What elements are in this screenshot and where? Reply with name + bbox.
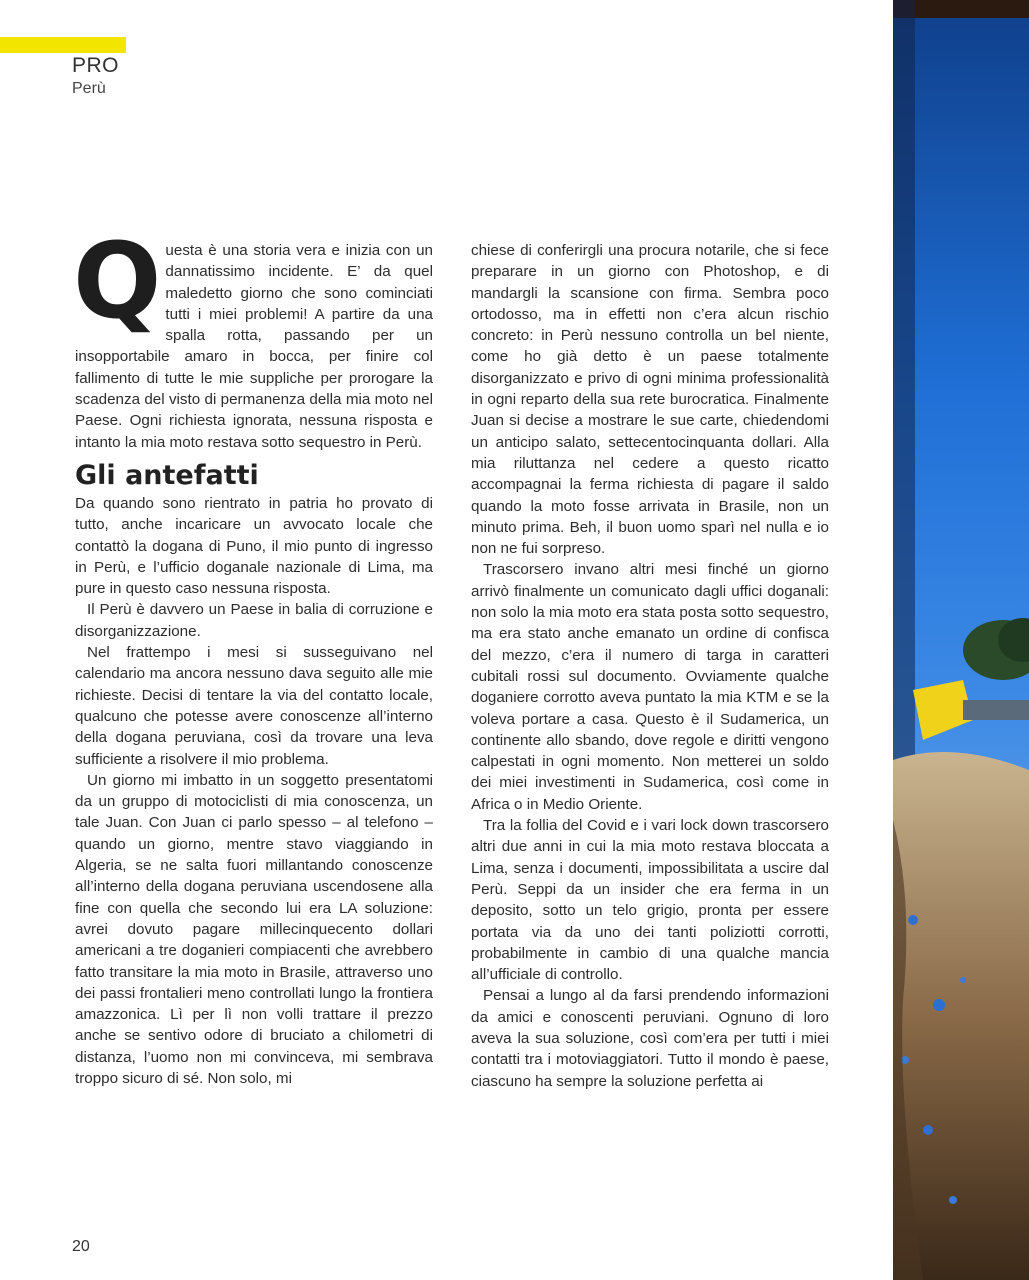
motorcycle-photo xyxy=(893,0,1029,1280)
paragraph: Un giorno mi imbatto in un soggetto presentatomi da un gruppo di motociclisti di mia conoscenza, un tale Juan. Con Juan ci parlo spesso – al telefono – quando un giorno, mentre stavo viaggiando in Algeria, se ne salta fuori millantando conoscenze all’interno della dogana peruviana uscendosene alla fine con quella che secondo lui era LA soluzione: avrei dovuto pagare millecinquecento dollari americani a tre doganieri compiacenti che avrebbero fatto transitare la mia moto in Brasile, attraverso uno dei passi frontalieri meno controllati lungo la frontiera amazzonica. Lì per lì non volli trattare il prezzo anche se sentivo odore di bruciato a chilometri di distanza, l’uomo non mi convinceva, mi sembrava troppo sicuro di sé. Non solo, mi xyxy=(75,771,433,1087)
paragraph: Nel frattempo i mesi si susseguivano nel calendario ma ancora nessuno dava seguito alle mie richieste. Decisi di tentare la via del contatto locale, qualcuno che potesse avere conoscenze all’interno della dogana peruviana, così da trovare una leva sufficiente a risolvere il mio problema. xyxy=(75,644,433,768)
intro-paragraph: uesta è una storia vera e inizia con un dannatissimo incidente. E’ da quel maledetto giorno che sono cominciati tutti i miei problemi! A partire da una spalla rotta, passando per un insopportabile amaro in bocca, per finire col fallimento di tutte le mie suppliche per prorogare la scadenza del visto di permanenza della mia moto nel Paese. Ogni richiesta ignorata, nessuna risposta e intanto la mia moto restava sotto sequestro in Perù. xyxy=(75,242,433,451)
paragraph: Pensai a lungo al da farsi prendendo informazioni da amici e conoscenti peruviani. Ognuno di loro aveva la sua soluzione, così com’era per tutti i miei contatti tra i motoviaggiatori. Tutto il mondo è paese, ciascuno ha sempre la soluzione perfetta ai xyxy=(471,987,829,1090)
article-column-left xyxy=(73,220,433,1089)
section-heading: Gli antefatti xyxy=(75,459,259,491)
paragraph: Da quando sono rientrato in patria ho provato di tutto, anche incaricare un avvocato locale che contattò la dogana di Puno, il mio punto di ingresso in Perù, e l’ufficio doganale nazionale di Lima, ma pure in questo caso nessuna risposta. xyxy=(75,494,433,598)
paragraph: Trascorsero invano altri mesi finché un giorno arrivò finalmente un comunicato dagli uffici doganali: non solo la mia moto era stata posta sotto sequestro, ma era stato anche emanato un ordine di confisca del mezzo, c’era il numero di targa in caratteri cubitali rossi sul documento. Ovviamente qualche doganiere corrotto aveva puntato la mia KTM e se la voleva portare a casa. Questo è il Sudamerica, un continente allo sbando, dove regole e diritti vengono calpestati in ogni momento. Non metterei un soldo dei miei investimenti in Sudamerica, così come in Africa o in Medio Oriente. xyxy=(471,561,829,813)
page-number: 20 xyxy=(72,1238,90,1255)
paragraph: chiese di conferirgli una procura notarile, che si fece preparare in un giorno con Photoshop, e di mandargli la scansione con firma. Sembra poco ortodosso, ma in effetti non c’era alcun rischio concreto: in Perù nessuno controlla un bel niente, come ho già detto è un paese totalmente disorganizzato e privo di ogni minima professionalità in ogni reparto della sua rete burocratica. Finalmente Juan si decise a mostrare le sue carte, chiedendomi un anticipo salato, settecentocinquanta dollari. Alla mia riluttanza nel cedere a questo ricatto accompagnai la ferma richiesta di pagare il saldo quando la moto fosse arrivata in Brasile, non un minuto prima. Beh, il buon uomo sparì nel nulla e io non ne fui sorpreso. xyxy=(471,242,829,558)
drop-cap: Q xyxy=(73,220,162,342)
subsection-label: Perù xyxy=(72,80,106,97)
paragraph: Tra la follia del Covid e i vari lock down trascorsero altri due anni in cui la mia moto restava bloccata a Lima, senza i documenti, impossibilitata a uscire dal Perù. Seppi da un insider che era ferma in un deposito, sotto un telo grigio, pronta per essere portata via da uno dei tanti poliziotti corrotti, probabilmente in cambio di una qualche mancia all’ufficiale di controllo. xyxy=(471,817,829,984)
paragraph: Il Perù è davvero un Paese in balia di corruzione e disorganizzazione. xyxy=(75,601,433,640)
article-column-right xyxy=(471,240,829,1092)
accent-bar xyxy=(0,37,126,53)
section-label: PRO xyxy=(72,54,120,77)
